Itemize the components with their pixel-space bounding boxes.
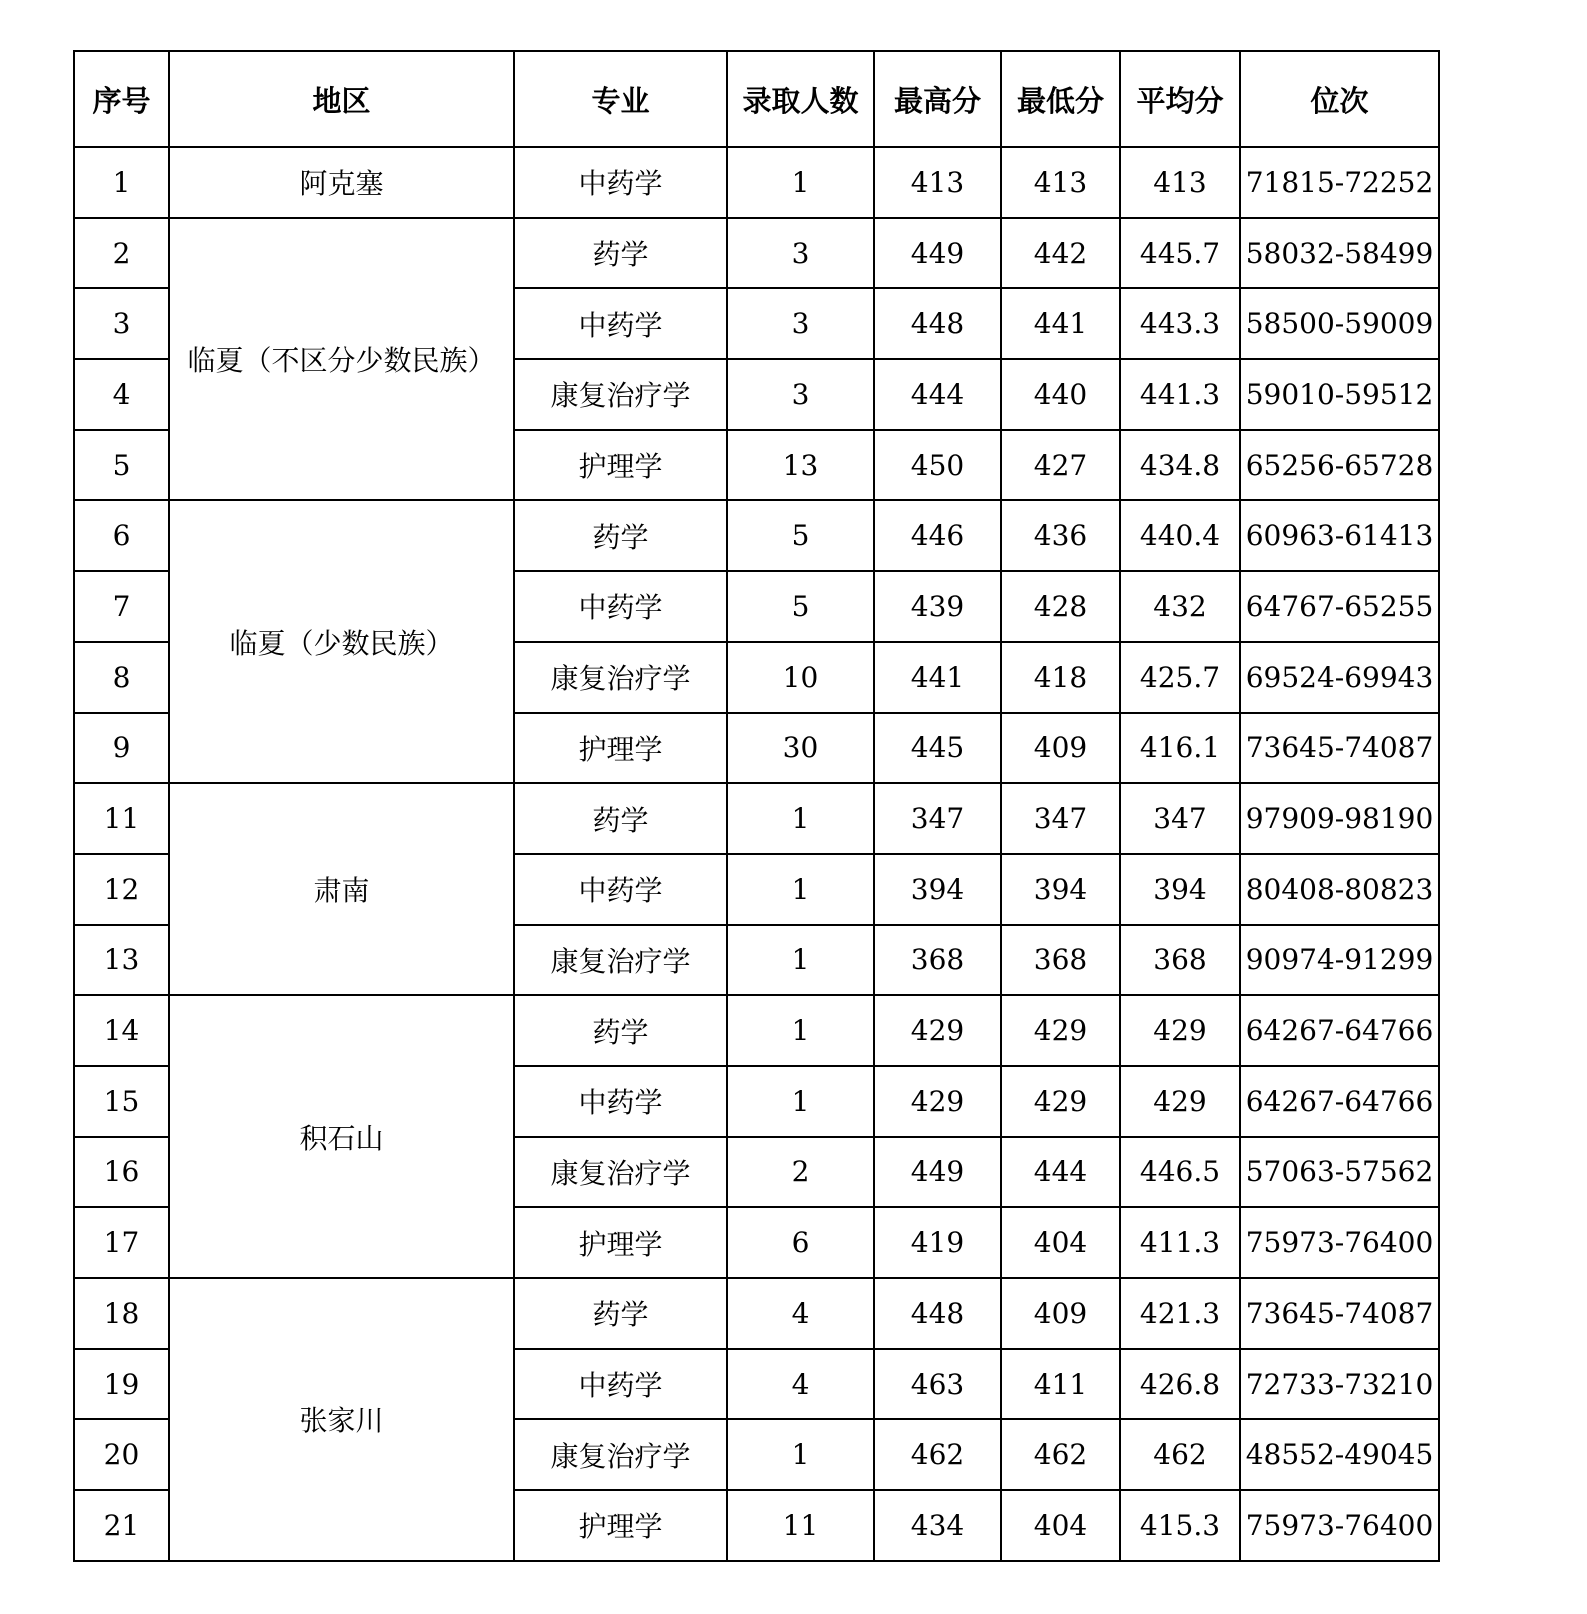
cell-count: 13 [727, 430, 874, 501]
cell-avg-score: 441.3 [1120, 359, 1240, 430]
cell-count: 4 [727, 1278, 874, 1349]
cell-rank: 48552-49045 [1240, 1419, 1439, 1490]
cell-no: 2 [74, 218, 169, 289]
cell-avg-score: 432 [1120, 571, 1240, 642]
cell-no: 20 [74, 1419, 169, 1490]
cell-rank: 58032-58499 [1240, 218, 1439, 289]
cell-count: 5 [727, 571, 874, 642]
cell-avg-score: 443.3 [1120, 288, 1240, 359]
cell-min-score: 444 [1001, 1137, 1120, 1208]
cell-major: 康复治疗学 [514, 1419, 727, 1490]
cell-rank: 64267-64766 [1240, 995, 1439, 1066]
cell-major: 康复治疗学 [514, 1137, 727, 1208]
cell-major: 药学 [514, 995, 727, 1066]
cell-max-score: 439 [874, 571, 1001, 642]
column-header-min-score: 最低分 [1001, 51, 1120, 147]
cell-max-score: 441 [874, 642, 1001, 713]
cell-rank: 57063-57562 [1240, 1137, 1439, 1208]
cell-min-score: 347 [1001, 783, 1120, 854]
cell-count: 10 [727, 642, 874, 713]
cell-avg-score: 368 [1120, 925, 1240, 996]
cell-max-score: 449 [874, 1137, 1001, 1208]
cell-max-score: 444 [874, 359, 1001, 430]
cell-no: 13 [74, 925, 169, 996]
cell-rank: 60963-61413 [1240, 500, 1439, 571]
cell-min-score: 427 [1001, 430, 1120, 501]
cell-no: 14 [74, 995, 169, 1066]
cell-avg-score: 394 [1120, 854, 1240, 925]
cell-major: 中药学 [514, 1066, 727, 1137]
cell-min-score: 411 [1001, 1349, 1120, 1420]
table-row [74, 500, 1439, 571]
column-header-avg-score: 平均分 [1120, 51, 1240, 147]
cell-major: 药学 [514, 500, 727, 571]
table-row [74, 218, 1439, 289]
cell-no: 7 [74, 571, 169, 642]
cell-rank: 69524-69943 [1240, 642, 1439, 713]
cell-min-score: 442 [1001, 218, 1120, 289]
cell-max-score: 445 [874, 713, 1001, 784]
cell-major: 康复治疗学 [514, 359, 727, 430]
cell-region: 张家川 [169, 1278, 514, 1561]
cell-no: 16 [74, 1137, 169, 1208]
cell-count: 11 [727, 1490, 874, 1561]
cell-rank: 64267-64766 [1240, 1066, 1439, 1137]
cell-min-score: 428 [1001, 571, 1120, 642]
cell-rank: 73645-74087 [1240, 1278, 1439, 1349]
cell-rank: 72733-73210 [1240, 1349, 1439, 1420]
cell-major: 康复治疗学 [514, 642, 727, 713]
cell-avg-score: 429 [1120, 995, 1240, 1066]
cell-count: 1 [727, 1066, 874, 1137]
cell-major: 护理学 [514, 430, 727, 501]
cell-avg-score: 440.4 [1120, 500, 1240, 571]
cell-min-score: 394 [1001, 854, 1120, 925]
cell-avg-score: 416.1 [1120, 713, 1240, 784]
cell-count: 4 [727, 1349, 874, 1420]
cell-major: 护理学 [514, 713, 727, 784]
cell-min-score: 418 [1001, 642, 1120, 713]
cell-max-score: 448 [874, 1278, 1001, 1349]
admission-score-table [73, 50, 1440, 1562]
cell-rank: 64767-65255 [1240, 571, 1439, 642]
cell-max-score: 463 [874, 1349, 1001, 1420]
cell-major: 药学 [514, 1278, 727, 1349]
cell-max-score: 446 [874, 500, 1001, 571]
cell-avg-score: 415.3 [1120, 1490, 1240, 1561]
cell-no: 15 [74, 1066, 169, 1137]
cell-count: 3 [727, 218, 874, 289]
cell-no: 5 [74, 430, 169, 501]
header-row [74, 51, 1439, 147]
cell-rank: 59010-59512 [1240, 359, 1439, 430]
cell-major: 中药学 [514, 288, 727, 359]
cell-count: 5 [727, 500, 874, 571]
cell-max-score: 394 [874, 854, 1001, 925]
cell-count: 1 [727, 1419, 874, 1490]
cell-count: 30 [727, 713, 874, 784]
cell-max-score: 450 [874, 430, 1001, 501]
cell-max-score: 434 [874, 1490, 1001, 1561]
cell-avg-score: 425.7 [1120, 642, 1240, 713]
cell-min-score: 409 [1001, 713, 1120, 784]
cell-no: 21 [74, 1490, 169, 1561]
cell-rank: 90974-91299 [1240, 925, 1439, 996]
cell-avg-score: 426.8 [1120, 1349, 1240, 1420]
cell-min-score: 413 [1001, 147, 1120, 218]
cell-major: 护理学 [514, 1207, 727, 1278]
cell-avg-score: 421.3 [1120, 1278, 1240, 1349]
cell-rank: 58500-59009 [1240, 288, 1439, 359]
cell-min-score: 429 [1001, 1066, 1120, 1137]
cell-max-score: 462 [874, 1419, 1001, 1490]
cell-min-score: 404 [1001, 1207, 1120, 1278]
cell-major: 中药学 [514, 1349, 727, 1420]
cell-region: 积石山 [169, 995, 514, 1278]
cell-count: 6 [727, 1207, 874, 1278]
cell-major: 中药学 [514, 854, 727, 925]
cell-region: 肃南 [169, 783, 514, 995]
table-row [74, 1278, 1439, 1349]
cell-max-score: 449 [874, 218, 1001, 289]
cell-min-score: 440 [1001, 359, 1120, 430]
cell-no: 4 [74, 359, 169, 430]
column-header-count: 录取人数 [727, 51, 874, 147]
cell-count: 1 [727, 854, 874, 925]
cell-region: 临夏（不区分少数民族） [169, 218, 514, 501]
cell-avg-score: 411.3 [1120, 1207, 1240, 1278]
cell-avg-score: 462 [1120, 1419, 1240, 1490]
cell-min-score: 409 [1001, 1278, 1120, 1349]
cell-region: 阿克塞 [169, 147, 514, 218]
column-header-major: 专业 [514, 51, 727, 147]
cell-rank: 65256-65728 [1240, 430, 1439, 501]
cell-rank: 73645-74087 [1240, 713, 1439, 784]
cell-max-score: 448 [874, 288, 1001, 359]
cell-major: 药学 [514, 783, 727, 854]
cell-max-score: 419 [874, 1207, 1001, 1278]
cell-major: 护理学 [514, 1490, 727, 1561]
cell-no: 19 [74, 1349, 169, 1420]
cell-major: 中药学 [514, 147, 727, 218]
cell-major: 康复治疗学 [514, 925, 727, 996]
cell-count: 3 [727, 359, 874, 430]
table-row [74, 147, 1439, 218]
cell-no: 6 [74, 500, 169, 571]
cell-no: 3 [74, 288, 169, 359]
cell-avg-score: 434.8 [1120, 430, 1240, 501]
cell-avg-score: 429 [1120, 1066, 1240, 1137]
cell-major: 药学 [514, 218, 727, 289]
cell-rank: 75973-76400 [1240, 1207, 1439, 1278]
cell-count: 1 [727, 147, 874, 218]
cell-min-score: 436 [1001, 500, 1120, 571]
cell-min-score: 368 [1001, 925, 1120, 996]
cell-count: 1 [727, 995, 874, 1066]
cell-avg-score: 413 [1120, 147, 1240, 218]
cell-min-score: 462 [1001, 1419, 1120, 1490]
cell-count: 1 [727, 783, 874, 854]
cell-max-score: 429 [874, 995, 1001, 1066]
cell-region: 临夏（少数民族） [169, 500, 514, 783]
cell-rank: 80408-80823 [1240, 854, 1439, 925]
cell-no: 12 [74, 854, 169, 925]
cell-rank: 75973-76400 [1240, 1490, 1439, 1561]
cell-min-score: 429 [1001, 995, 1120, 1066]
cell-avg-score: 446.5 [1120, 1137, 1240, 1208]
column-header-rank: 位次 [1240, 51, 1439, 147]
cell-no: 8 [74, 642, 169, 713]
cell-no: 1 [74, 147, 169, 218]
cell-no: 17 [74, 1207, 169, 1278]
cell-max-score: 347 [874, 783, 1001, 854]
cell-max-score: 429 [874, 1066, 1001, 1137]
column-header-region: 地区 [169, 51, 514, 147]
cell-count: 1 [727, 925, 874, 996]
cell-count: 3 [727, 288, 874, 359]
cell-no: 18 [74, 1278, 169, 1349]
table-row [74, 995, 1439, 1066]
column-header-max-score: 最高分 [874, 51, 1001, 147]
cell-rank: 71815-72252 [1240, 147, 1439, 218]
cell-max-score: 413 [874, 147, 1001, 218]
cell-max-score: 368 [874, 925, 1001, 996]
column-header-index: 序号 [74, 51, 169, 147]
cell-min-score: 404 [1001, 1490, 1120, 1561]
cell-min-score: 441 [1001, 288, 1120, 359]
cell-rank: 97909-98190 [1240, 783, 1439, 854]
cell-avg-score: 445.7 [1120, 218, 1240, 289]
cell-count: 2 [727, 1137, 874, 1208]
cell-avg-score: 347 [1120, 783, 1240, 854]
cell-no: 9 [74, 713, 169, 784]
table-row [74, 783, 1439, 854]
cell-major: 中药学 [514, 571, 727, 642]
cell-no: 11 [74, 783, 169, 854]
